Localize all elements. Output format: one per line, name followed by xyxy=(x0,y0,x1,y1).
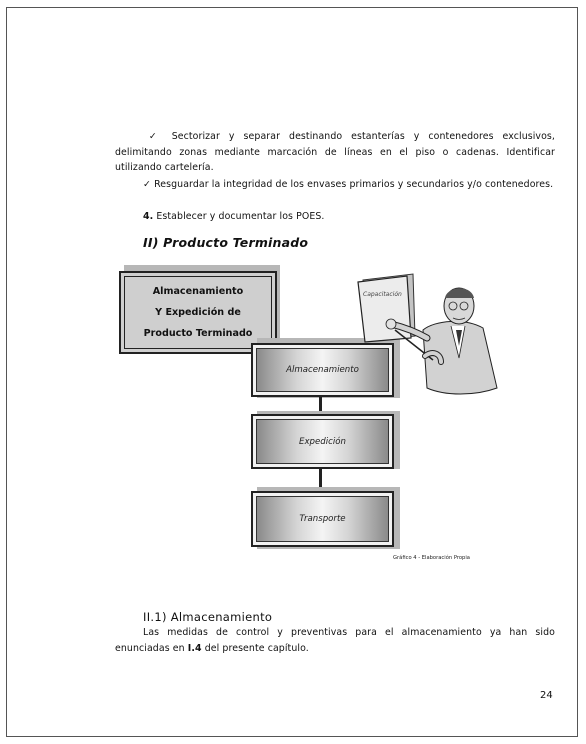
step-box-transporte xyxy=(251,491,394,547)
step-label-2: Expedición xyxy=(256,419,389,464)
subsection-title: II.1) Almacenamiento xyxy=(143,610,273,624)
item-4-text: Establecer y documentar los POES. xyxy=(156,211,325,222)
step-label-1: Almacenamiento xyxy=(256,348,389,392)
section-title: II) Producto Terminado xyxy=(143,235,309,250)
board-label: Capacitación xyxy=(363,291,402,298)
subsection-text-after: del presente capítulo. xyxy=(201,642,309,654)
step-box-expedicion xyxy=(251,414,394,469)
step-label-3: Transporte xyxy=(256,496,389,542)
subsection-text-before: Las medidas de control y preventivas para el almacenamiento ya han sido enunciadas en xyxy=(115,627,555,654)
bullet-2-text: Resguardar la integridad de los envases primarios y secundarios y/o contenedores. xyxy=(154,179,554,190)
main-process-box xyxy=(119,271,277,354)
main-box-line-3: Producto Terminado xyxy=(143,328,253,339)
checkmark-icon: ✓ xyxy=(143,179,151,190)
subsection-reference: I.4 xyxy=(187,642,202,654)
subsection-paragraph xyxy=(115,625,555,656)
main-box-line-2: Y Expedición de xyxy=(155,307,241,318)
page-number: 24 xyxy=(540,690,553,701)
checkmark-icon: ✓ xyxy=(143,131,163,142)
main-box-line-1: Almacenamiento xyxy=(152,286,244,297)
figure-caption: Gráfico 4 - Elaboración Propia xyxy=(393,555,470,561)
bullet-1-text: Sectorizar y separar destinando estanterías y contenedores exclusivos, delimitando zonas mediante marcación de líneas en el piso o cadenas. Identificar utilizando cartelería. xyxy=(115,131,555,173)
presenter-clipart-icon xyxy=(355,268,505,403)
item-number: 4. xyxy=(143,211,154,222)
